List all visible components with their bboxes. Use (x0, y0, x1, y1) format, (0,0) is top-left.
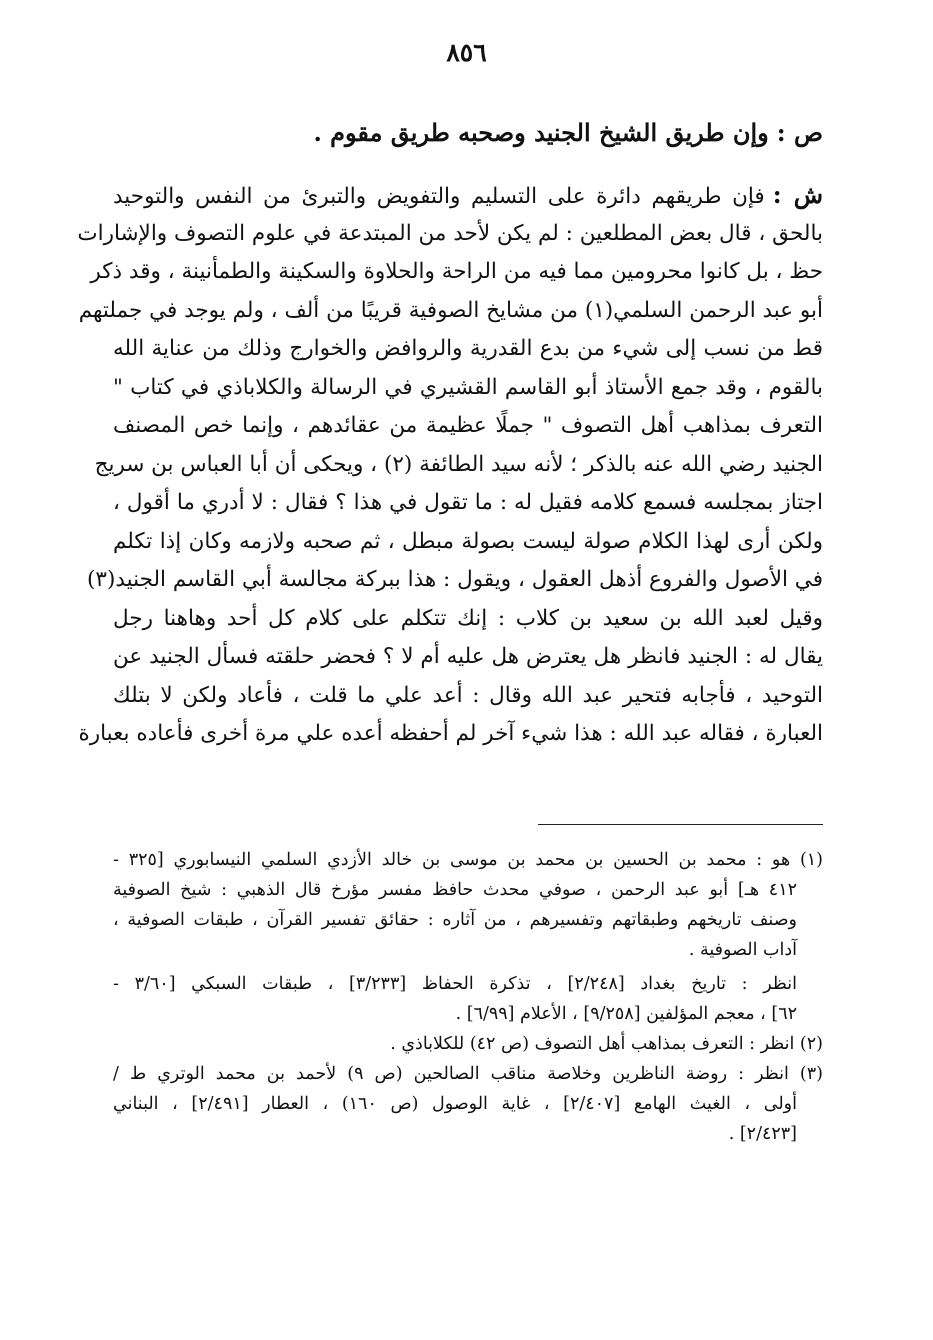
matn-heading (113, 112, 823, 154)
main-text (77, 112, 823, 754)
footnote-1 (113, 845, 823, 965)
footnote-separator (538, 824, 823, 825)
commentary-line: أبو عبد الرحمن السلمي(١) من مشايخ الصوفية قريبًا من ألف ، ولم يوجد في جملتهم (78, 297, 823, 323)
footnote-line: أولى ، الغيث الهامع [٢/٤٠٧] ، غاية الوصول (ص ١٦٠) ، العطار [٢/٤٩١] ، البناني (113, 1094, 797, 1114)
commentary-line: حظ ، بل كانوا محرومين مما فيه من الراحة والحلاوة والسكينة والطمأنينة ، وقد ذكر (90, 259, 823, 284)
commentary-line: الجنيد رضي الله عنه بالذكر ؛ لأنه سيد الطائفة (٢) ، ويحكى أن أبا العباس بن سريج (94, 451, 823, 477)
footnote-line: وصنف تاريخهم وطبقاتهم وتفسيرهم ، من آثاره : حقائق تفسير القرآن ، طبقات الصوفية ، (113, 910, 797, 930)
commentary-line: بالحق ، قال بعض المطلعين : لم يكن لأحد من المبتدعة في علوم التصوف والإشارات (77, 220, 823, 246)
commentary-line: وقيل لعبد الله بن سعيد بن كلاب : إنك تتكلم على كلام كل أحد وهاهنا رجل (113, 605, 823, 631)
footnote-1-sources (113, 969, 823, 1029)
footnote-line: (٢) انظر : التعرف بمذاهب أهل التصوف (ص ٤٢) للكلاباذي . (390, 1034, 823, 1054)
commentary-line: يقال له : الجنيد فانظر هل يعترض هل عليه أم لا ؟ فحضر حلقته فسأل الجنيد عن (113, 644, 823, 669)
footnote-2 (113, 1029, 823, 1059)
footnote-line: (١) هو : محمد بن الحسين بن محمد بن موسى بن خالد الأزدي السلمي النيسابوري [٣٢٥ - (113, 850, 823, 870)
footnote-line: (٣) انظر : روضة الناظرين وخلاصة مناقب الصالحين (ص ٩) لأحمد بن محمد الوتري ط / (113, 1064, 823, 1084)
commentary-line: العبارة ، فقاله عبد الله : هذا شيء آخر لم أحفظه أعده علي مرة أخرى فأعاده بعبارة (78, 721, 823, 746)
footnotes (113, 845, 823, 1149)
page-number: ٨٥٦ (446, 38, 487, 67)
commentary-line: ش :فإن طريقهم دائرة على التسليم والتفويض والتبرئ من النفس والتوحيد (113, 180, 823, 209)
commentary-line: قط من نسب إلى شيء من بدع القدرية والروافض والخوارج وذلك من عناية الله (113, 336, 823, 361)
commentary-block (77, 176, 823, 754)
footnote-3 (113, 1059, 823, 1149)
commentary-line: اجتاز بمجلسه فسمع كلامه فقيل له : ما تقول في هذا ؟ فقال : لا أدري ما أقول ، (113, 490, 823, 515)
footnote-line: ٤١٢ هـ] أبو عبد الرحمن ، صوفي محدث حافظ مفسر مؤرخ قال الذهبي : شيخ الصوفية (113, 880, 797, 900)
commentary-line: التوحيد ، فأجابه فتحير عبد الله وقال : أعد علي ما قلت ، فأعاد ولكن لا بتلك (113, 682, 823, 708)
commentary-line: بالقوم ، وقد جمع الأستاذ أبو القاسم القشيري في الرسالة والكلاباذي في كتاب " (113, 374, 823, 400)
commentary-line: التعرف بمذاهب أهل التصوف " جملًا عظيمة من عقائدهم ، وإنما خص المصنف (113, 413, 823, 438)
footnote-line: انظر : تاريخ بغداد [٢/٢٤٨] ، تذكرة الحفاظ [٣/٢٣٣] ، طبقات السبكي [٣/٦٠ - (113, 974, 797, 994)
matn-text: وإن طريق الشيخ الجنيد وصحبه طريق مقوم . (313, 118, 769, 147)
commentary-line: في الأصول والفروع أذهل العقول ، ويقول : هذا ببركة مجالسة أبي القاسم الجنيد(٣) (87, 567, 823, 592)
footnote-line: ٦٢] ، معجم المؤلفين [٩/٢٥٨] ، الأعلام [٦/٩٩] . (455, 1004, 797, 1024)
commentary-line: ولكن أرى لهذا الكلام صولة ليست بصولة مبطل ، ثم صحبه ولازمه وكان إذا تكلم (113, 528, 823, 554)
footnote-line: آداب الصوفية . (688, 940, 797, 960)
footnote-line: [٢/٤٢٣] . (728, 1124, 797, 1144)
matn-marker: ص : (776, 118, 823, 147)
commentary-marker: ش : (772, 180, 823, 209)
